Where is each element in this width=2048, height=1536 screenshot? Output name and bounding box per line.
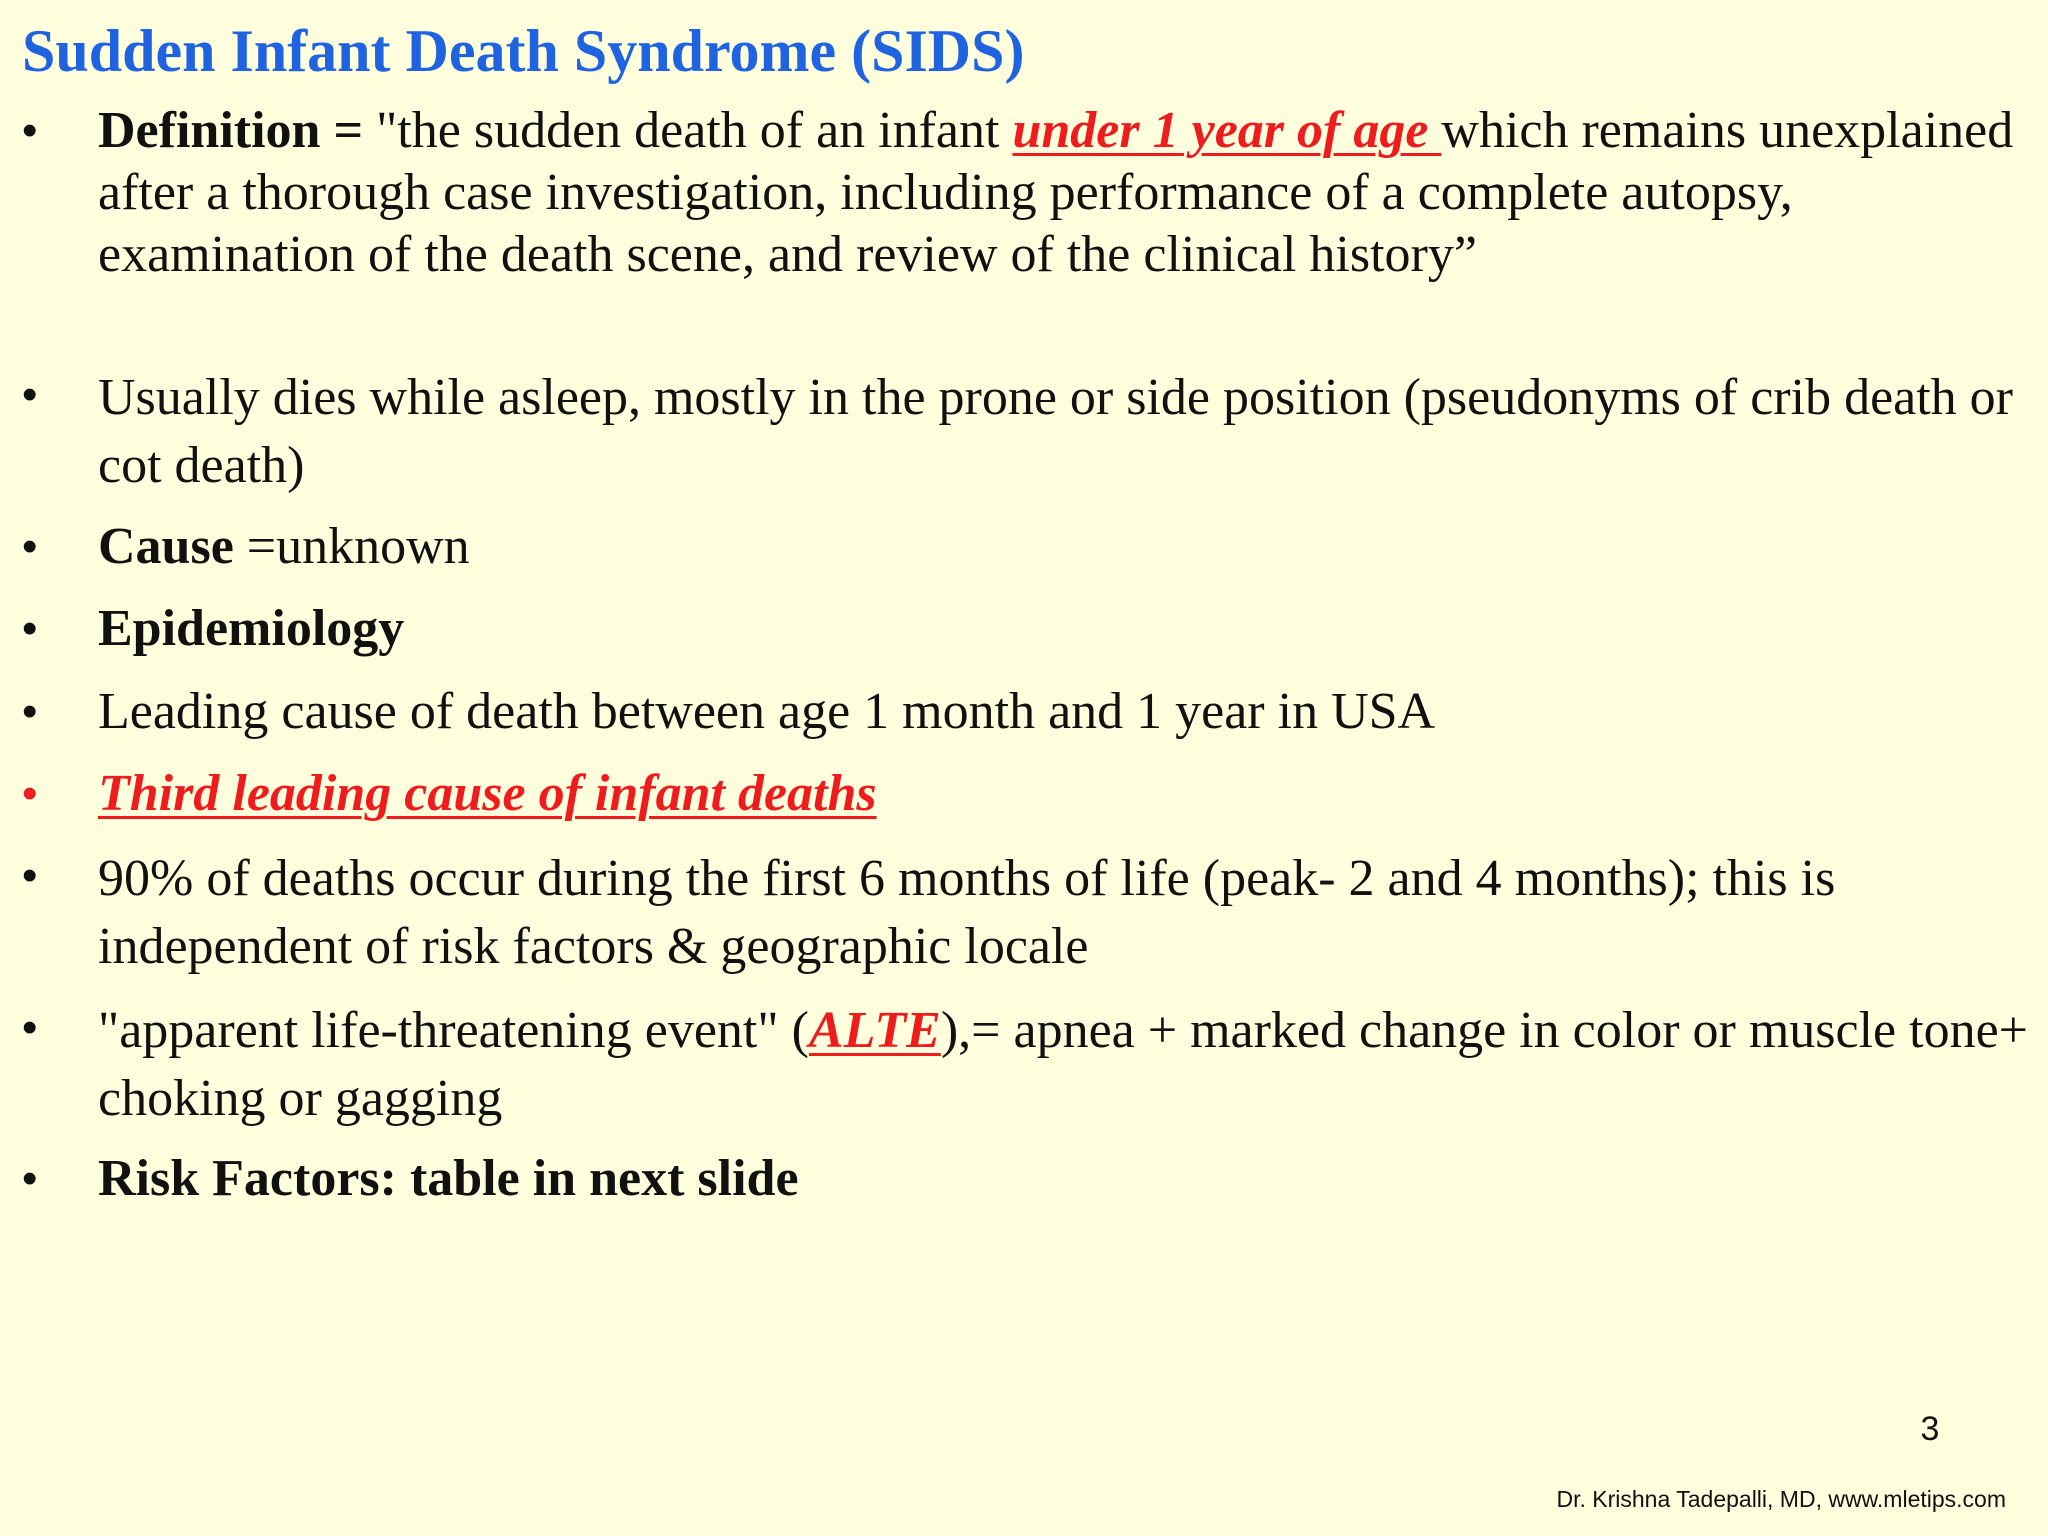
third-leading-emphasis: Third leading cause of infant deaths (98, 765, 877, 822)
bullet-dot-icon: • (22, 604, 38, 653)
bullet-text: Epidemiology (98, 600, 405, 657)
bullet-text (98, 516, 2028, 578)
definition-label: Definition = (98, 102, 364, 159)
alte-emphasis: ALTE (808, 1002, 941, 1059)
definition-text-after: which remains unexplained after a thorough case investigation, including performance of a complete autopsy, examination of the death scene, and review of the clinical history” (98, 102, 2014, 283)
definition-text-before: "the sudden death of an infant (363, 102, 1013, 159)
cause-label: Cause (98, 518, 234, 575)
bullet-dot-icon: • (22, 370, 38, 419)
bullet-text: 90% of deaths occur during the first 6 months of life (peak- 2 and 4 months); this is independent of risk factors & geographic locale (98, 850, 1836, 975)
bullet-text (98, 997, 2028, 1133)
bullet-dot-icon: • (22, 851, 38, 900)
bullet-dot-icon: • (22, 1003, 38, 1052)
cause-text: =unknown (233, 518, 470, 575)
bullet-text: Leading cause of death between age 1 month and 1 year in USA (98, 683, 1436, 740)
footer-credit: Dr. Krishna Tadepalli, MD, www.mletips.com (1556, 1486, 2006, 1512)
bullet-dot-icon: • (22, 687, 38, 736)
alte-text-before: "apparent life-threatening event" ( (98, 1002, 809, 1059)
bullet-text (98, 763, 2028, 825)
alte-text-after: ),= apnea + marked change in color or muscle tone+ choking or gagging (98, 1002, 2028, 1127)
bullet-dot-icon: • (22, 522, 38, 571)
bullet-dot-icon: • (22, 106, 38, 155)
bullet-dot-icon: • (22, 769, 38, 818)
definition-emphasis: under 1 year of age (1012, 102, 1442, 159)
bullet-dot-icon: • (22, 1154, 38, 1203)
page-number: 3 (1920, 1410, 1940, 1448)
slide-title: Sudden Infant Death Syndrome (SIDS) (22, 18, 1025, 84)
bullet-text (98, 100, 2028, 286)
bullet-text: Risk Factors: table in next slide (98, 1150, 799, 1207)
bullet-text: Usually dies while asleep, mostly in the prone or side position (pseudonyms of crib death or cot death) (98, 369, 2013, 494)
